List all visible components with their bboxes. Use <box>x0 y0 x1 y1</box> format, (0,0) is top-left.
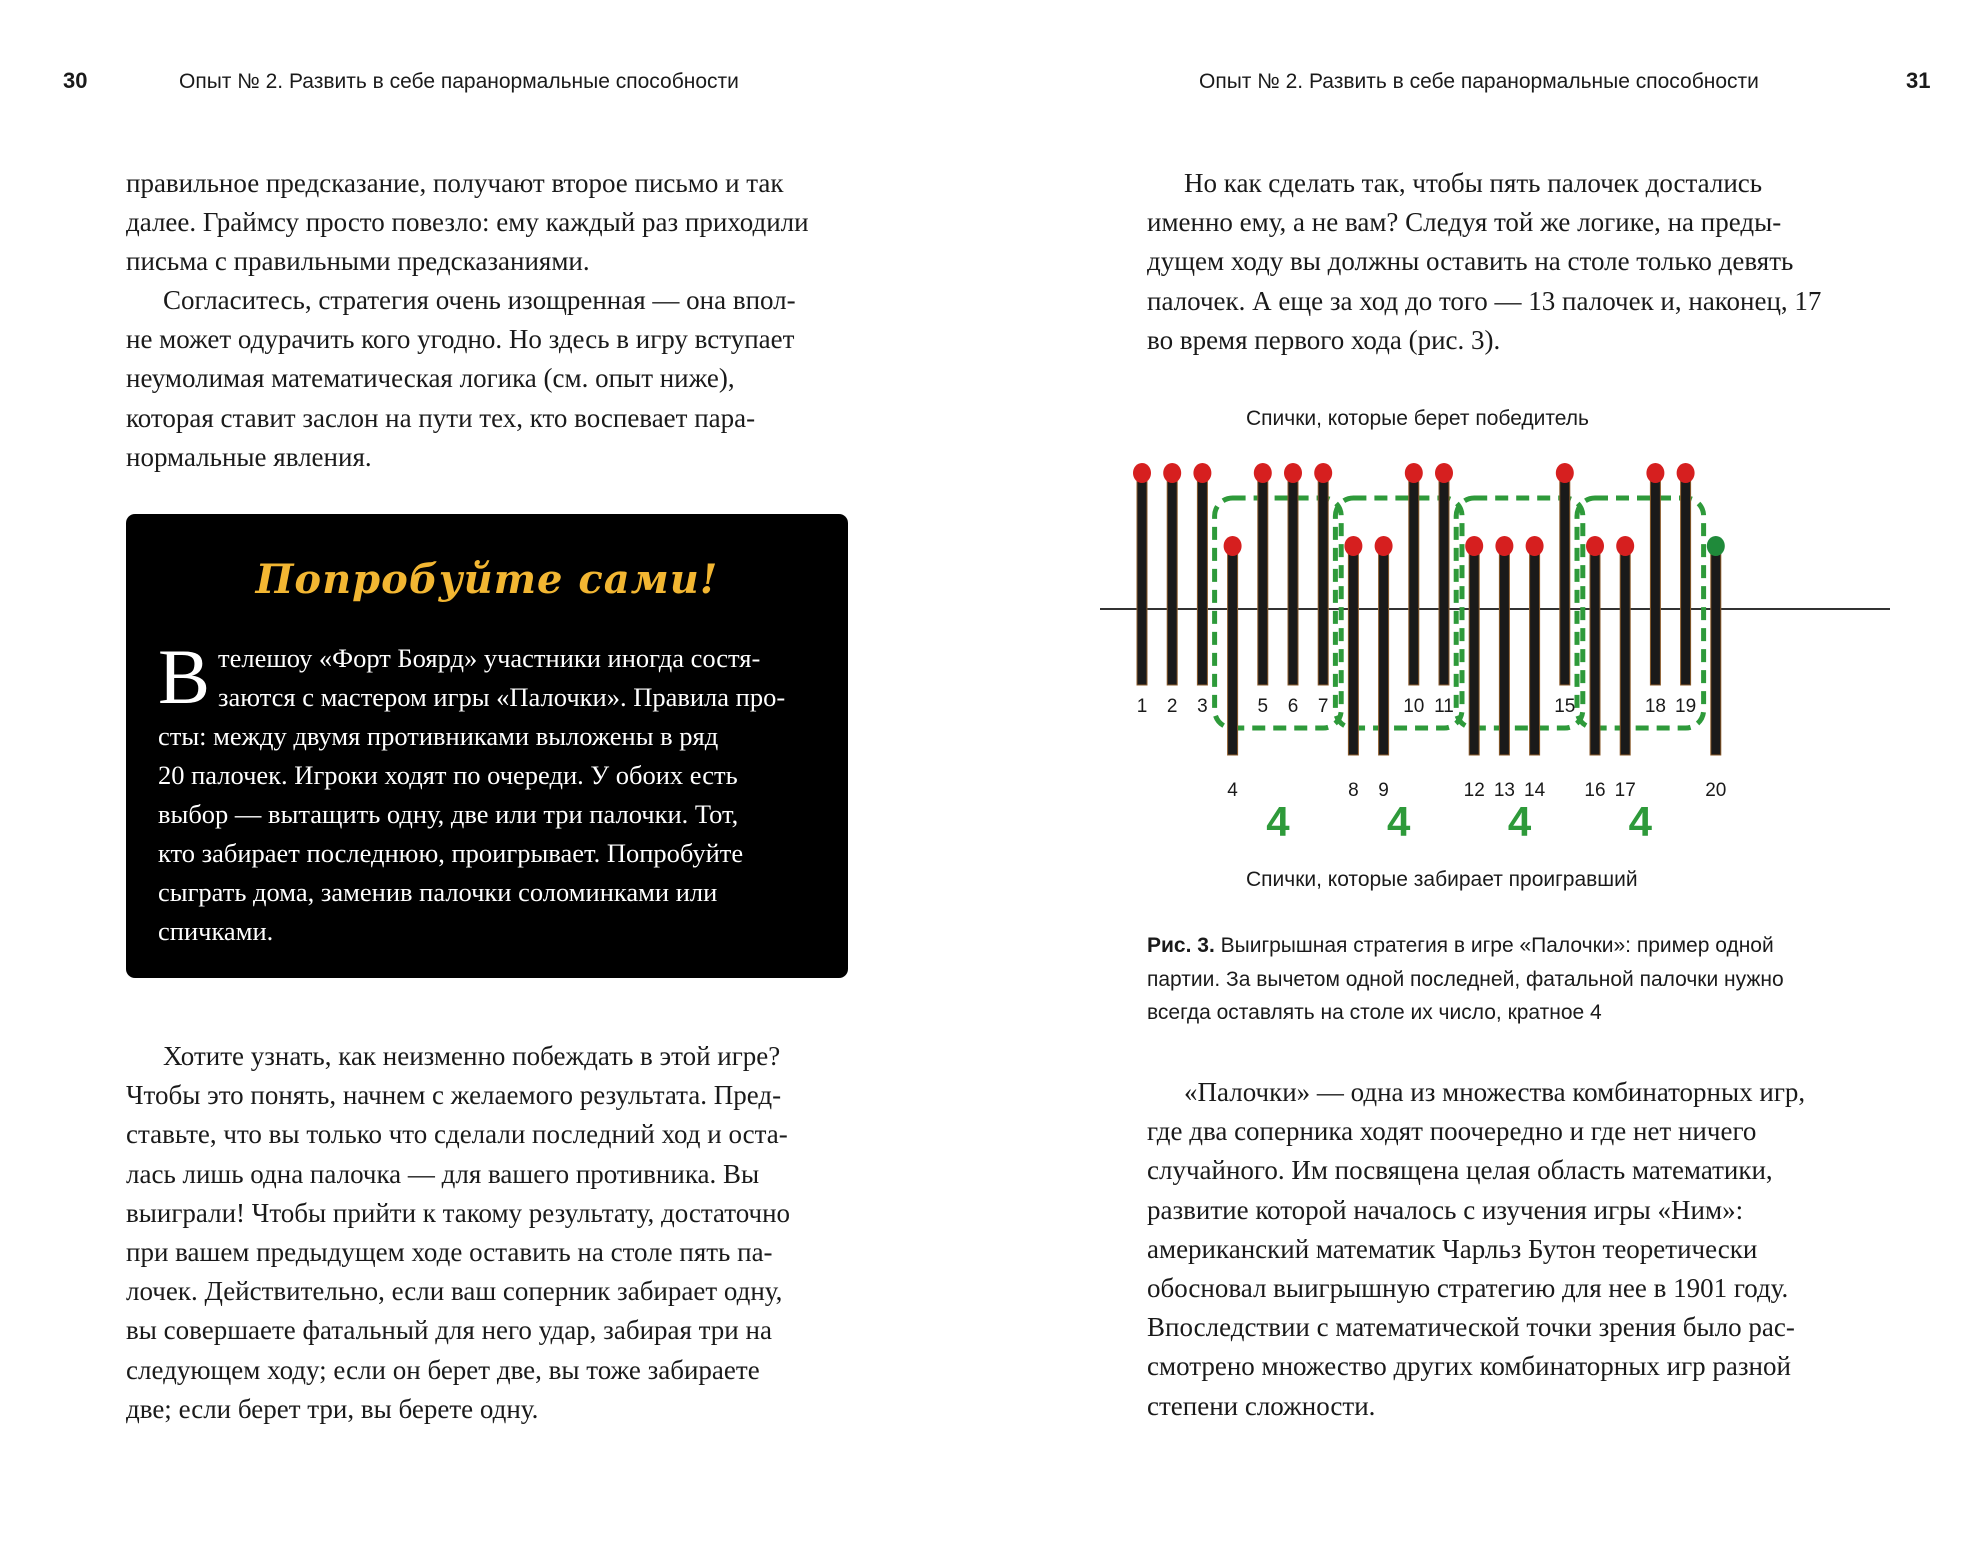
text-line: лась лишь одна палочка — для вашего противника. Вы <box>126 1158 760 1189</box>
text-line: «Палочки» — одна из множества комбинаторных игр, <box>1184 1077 1806 1107</box>
match-number: 9 <box>1378 780 1389 801</box>
figure-caption <box>1147 929 1869 1030</box>
match-17 <box>1616 536 1634 755</box>
text-line: Согласитесь, стратегия очень изощренная — она впол- <box>163 285 796 315</box>
drop-cap: В <box>158 633 211 720</box>
right-para-2 <box>1147 1073 1869 1426</box>
text-line: письма с правильными предсказаниями. <box>126 246 590 277</box>
group-count: 4 <box>1266 798 1290 845</box>
match-number: 2 <box>1166 696 1178 717</box>
match-number: 11 <box>1434 696 1454 717</box>
match-number: 14 <box>1524 780 1546 801</box>
text-line: Впоследствии с математической точки зрения было рас- <box>1147 1312 1795 1343</box>
match-9 <box>1375 536 1393 755</box>
text-line: Хотите узнать, как неизменно побеждать в этой игре? <box>163 1041 781 1071</box>
text-line: заются с мастером игры «Палочки». Правила про- <box>218 682 786 712</box>
match-number: 5 <box>1257 696 1269 717</box>
match-number: 8 <box>1348 780 1359 801</box>
match-2 <box>1163 463 1181 685</box>
text-line: Но как сделать так, чтобы пять палочек достались <box>1184 168 1763 198</box>
match-12 <box>1465 536 1483 755</box>
match-14 <box>1526 536 1544 755</box>
match-4 <box>1224 536 1242 755</box>
try-it-yourself-box <box>126 514 848 978</box>
match-number: 17 <box>1614 780 1636 801</box>
text-line: смотрено множество других комбинаторных игр разной <box>1147 1351 1791 1382</box>
match-number: 7 <box>1317 696 1329 717</box>
group-count: 4 <box>1507 798 1532 845</box>
text-line: лочек. Действительно, если ваш соперник забирает одну, <box>126 1276 783 1307</box>
text-line: при вашем предыдущем ходе оставить на столе пять па- <box>126 1237 773 1268</box>
text-line: вы совершаете фатальный для него удар, забирая три на <box>126 1315 772 1346</box>
box-title: Попробуйте сами! <box>255 556 719 603</box>
match-20 <box>1707 536 1725 755</box>
caption-line: всегда оставлять на столе их число, кратное 4 <box>1147 1001 1602 1024</box>
text-line: кто забирает последнюю, проигрывает. Попробуйте <box>158 838 744 868</box>
group-count: 4 <box>1628 798 1652 845</box>
match-1 <box>1133 463 1151 685</box>
match-13 <box>1495 536 1513 755</box>
caption-line: партии. За вычетом одной последней, фатальной палочки нужно <box>1147 967 1784 991</box>
match-number: 1 <box>1136 696 1148 717</box>
match-number: 6 <box>1287 696 1299 717</box>
match-number: 20 <box>1705 780 1727 801</box>
text-line: спичками. <box>158 916 274 946</box>
text-line: телешоу «Форт Боярд» участники иногда состя- <box>218 643 761 673</box>
caption-line <box>1147 929 1869 963</box>
text-line: американский математик Чарльз Бутон теоретически <box>1147 1233 1758 1264</box>
text-line: неумолимая математическая логика (см. опыт ниже), <box>126 363 735 394</box>
text-line: палочек. А еще за ход до того — 13 палочек и, наконец, 17 <box>1147 285 1822 316</box>
running-head-right: Опыт № 2. Развить в себе паранормальные способности <box>1199 70 1759 93</box>
caption-bold: Рис. 3. <box>1147 934 1215 957</box>
left-para-1 <box>126 164 848 282</box>
page-number-left: 30 <box>63 68 88 93</box>
text-line: далее. Граймсу просто повезло: ему каждый раз приходили <box>126 207 809 238</box>
text-line: нормальные явления. <box>126 441 372 472</box>
group-count: 4 <box>1387 798 1411 845</box>
text-line: именно ему, а не вам? Следуя той же логике, на преды- <box>1147 207 1782 238</box>
match-number: 19 <box>1675 696 1697 717</box>
match-number: 3 <box>1197 696 1208 717</box>
match-number: 15 <box>1554 696 1576 717</box>
figure-bottom-label: Спички, которые забирает проигравший <box>1246 868 1638 891</box>
text-line: степени сложности. <box>1147 1390 1376 1421</box>
text-line: случайного. Им посвящена целая область математики, <box>1147 1155 1773 1186</box>
box-text <box>158 633 818 951</box>
text-line: выбор — вытащить одну, две или три палочки. Тот, <box>158 799 739 829</box>
match-3 <box>1193 463 1211 685</box>
text-line: сты: между двумя противниками выложены в ряд <box>158 721 719 751</box>
match-8 <box>1344 536 1362 755</box>
caption-text: Выигрышная стратегия в игре «Палочки»: пример одной <box>1220 934 1774 957</box>
right-para-1 <box>1147 164 1869 360</box>
match-number: 4 <box>1227 780 1238 801</box>
matches-figure <box>1090 395 1890 905</box>
text-line: обосновал выигрышную стратегию для нее в 1901 году. <box>1147 1273 1789 1304</box>
text-line: во время первого хода (рис. 3). <box>1147 324 1501 355</box>
match-number: 10 <box>1403 696 1425 717</box>
text-line: дущем ходу вы должны оставить на столе только девять <box>1147 246 1794 277</box>
left-para-2 <box>126 281 848 477</box>
text-line: где два соперника ходят поочередно и где нет ничего <box>1147 1116 1757 1147</box>
match-16 <box>1586 536 1604 755</box>
text-line: две; если берет три, вы берете одну. <box>126 1393 539 1424</box>
text-line: выиграли! Чтобы прийти к такому результату, достаточно <box>126 1197 791 1228</box>
text-line: правильное предсказание, получают второе письмо и так <box>126 168 784 198</box>
match-number: 16 <box>1584 780 1606 801</box>
text-line: развитие которой началось с изучения игры «Ним»: <box>1147 1194 1744 1225</box>
text-line: которая ставит заслон на пути тех, кто воспевает пара- <box>126 402 756 433</box>
page-number-right: 31 <box>1906 68 1931 93</box>
figure-top-label: Спички, которые берет победитель <box>1246 407 1589 430</box>
running-head-left: Опыт № 2. Развить в себе паранормальные способности <box>179 70 739 93</box>
match-number: 18 <box>1644 696 1666 717</box>
match-number: 13 <box>1493 780 1515 801</box>
text-line: следующем ходу; если он берет две, вы тоже забираете <box>126 1354 760 1385</box>
text-line: сыграть дома, заменив палочки соломинками или <box>158 877 718 907</box>
match-number: 12 <box>1463 780 1485 801</box>
left-para-3 <box>126 1037 848 1429</box>
text-line: не может одурачить кого угодно. Но здесь в игру вступает <box>126 324 795 355</box>
text-line: Чтобы это понять, начнем с желаемого результата. Пред- <box>126 1080 782 1111</box>
text-line: 20 палочек. Игроки ходят по очереди. У обоих есть <box>158 760 738 790</box>
text-line: ставьте, что вы только что сделали последний ход и оста- <box>126 1119 788 1150</box>
